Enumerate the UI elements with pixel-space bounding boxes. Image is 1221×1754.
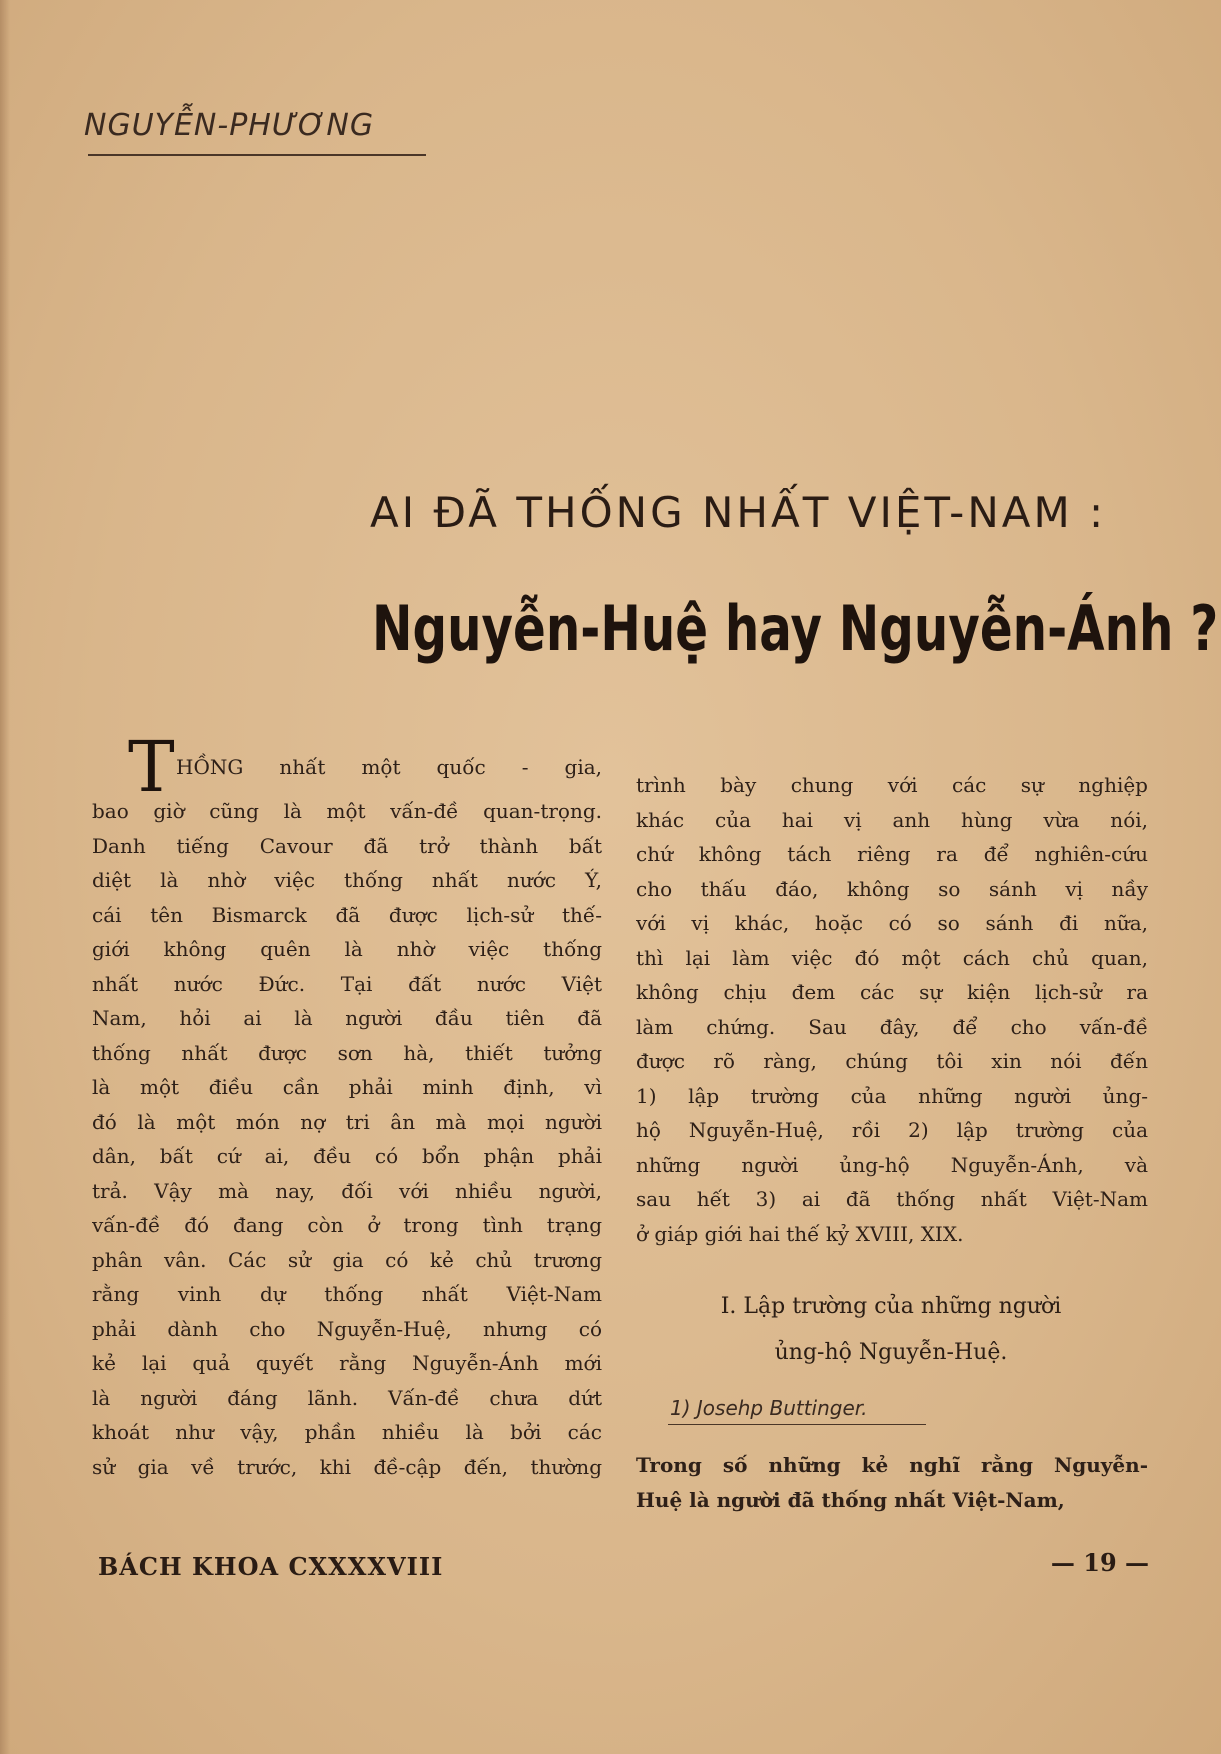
text-line: rằng vinh dự thống nhất Việt-Nam: [92, 1282, 602, 1306]
right-column: [636, 768, 1148, 1251]
text-line: ở giáp giới hai thế kỷ XVIII, XIX.: [636, 1221, 964, 1246]
article-title-line-2: Nguyễn-Huệ hay Nguyễn-Ánh ?: [372, 592, 1219, 665]
right-column-lines: [636, 768, 1148, 1251]
left-column-lines: [92, 794, 602, 1484]
author-underline: [88, 154, 426, 156]
text-line: làm chứng. Sau đây, để cho vấn-đề: [636, 1014, 1148, 1039]
text-line: Huệ là người đã thống nhất Việt-Nam,: [636, 1487, 1065, 1512]
section-heading-line-1: I. Lập trường của những người: [720, 1294, 1062, 1319]
text-line: sau hết 3) ai đã thống nhất Việt-Nam: [636, 1187, 1148, 1211]
text-line: hộ Nguyễn-Huệ, rồi 2) lập trường của: [636, 1118, 1148, 1142]
text-line: phân vân. Các sử gia có kẻ chủ trương: [92, 1247, 602, 1272]
right-column-continued: [636, 1448, 1148, 1517]
text-line: không chịu đem các sự kiện lịch-sử ra: [636, 980, 1148, 1004]
text-line: trình bày chung với các sự nghiệp: [636, 773, 1148, 797]
subheading: 1) Josehp Buttinger.: [670, 1396, 868, 1420]
drop-cap: T: [128, 726, 175, 808]
text-line: cái tên Bismarck đã được lịch-sử thế-: [92, 902, 602, 927]
first-line-text: HỒNG nhất một quốc - gia,: [176, 755, 602, 779]
page-edge-shadow: [0, 0, 10, 1754]
text-line: được rõ ràng, chúng tôi xin nói đến: [636, 1049, 1148, 1073]
text-line: là một điều cần phải minh định, vì: [92, 1075, 602, 1099]
page-number: — 19 —: [1050, 1548, 1149, 1577]
text-line: khác của hai vị anh hùng vừa nói,: [636, 807, 1148, 832]
subheading-underline: [668, 1424, 926, 1425]
text-line: Danh tiếng Cavour đã trở thành bất: [92, 833, 602, 858]
right-column-continued-lines: [636, 1448, 1148, 1517]
text-line: Nam, hỏi ai là người đầu tiên đã: [92, 1006, 602, 1030]
left-column: [92, 726, 602, 1484]
text-line: khoát như vậy, phần nhiều là bởi các: [92, 1420, 602, 1444]
text-line: đó là một món nợ tri ân mà mọi người: [92, 1109, 602, 1134]
text-line: thì lại làm việc đó một cách chủ quan,: [636, 945, 1148, 970]
text-line: những người ủng-hộ Nguyễn-Ánh, và: [636, 1152, 1148, 1177]
text-line: diệt là nhờ việc thống nhất nước Ý,: [92, 868, 602, 892]
publication-footer: BÁCH KHOA CXXXXVIII: [98, 1552, 444, 1581]
text-line: 1) lập trường của những người ủng-: [636, 1083, 1148, 1108]
text-line: trả. Vậy mà nay, đối với nhiều người,: [92, 1178, 602, 1203]
text-line: thống nhất được sơn hà, thiết tưởng: [92, 1040, 602, 1065]
text-line: với vị khác, hoặc có so sánh đi nữa,: [636, 911, 1148, 935]
text-line: là người đáng lãnh. Vấn-đề chưa dứt: [92, 1385, 602, 1410]
first-line: [92, 726, 602, 808]
section-heading-line-2: ủng-hộ Nguyễn-Huệ.: [774, 1340, 1008, 1365]
article-title-line-1: AI ĐÃ THỐNG NHẤT VIỆT-NAM :: [370, 488, 1107, 537]
text-line: vấn-đề đó đang còn ở trong tình trạng: [92, 1213, 602, 1237]
text-line: nhất nước Đức. Tại đất nước Việt: [92, 971, 602, 996]
author-name: NGUYỄN-PHƯƠNG: [84, 108, 375, 143]
text-line: chứ không tách riêng ra để nghiên-cứu: [636, 842, 1148, 866]
text-line: giới không quên là nhờ việc thống: [92, 937, 602, 961]
text-line: kẻ lại quả quyết rằng Nguyễn-Ánh mới: [92, 1351, 602, 1375]
text-line: Trong số những kẻ nghĩ rằng Nguyễn-: [636, 1453, 1148, 1477]
text-line: bao giờ cũng là một vấn-đề quan-trọng.: [92, 799, 602, 823]
text-line: sử gia về trước, khi đề-cập đến, thường: [92, 1454, 602, 1479]
text-line: cho thấu đáo, không so sánh vị nầy: [636, 876, 1148, 901]
text-line: phải dành cho Nguyễn-Huệ, nhưng có: [92, 1316, 602, 1341]
text-line: dân, bất cứ ai, đều có bổn phận phải: [92, 1144, 602, 1168]
